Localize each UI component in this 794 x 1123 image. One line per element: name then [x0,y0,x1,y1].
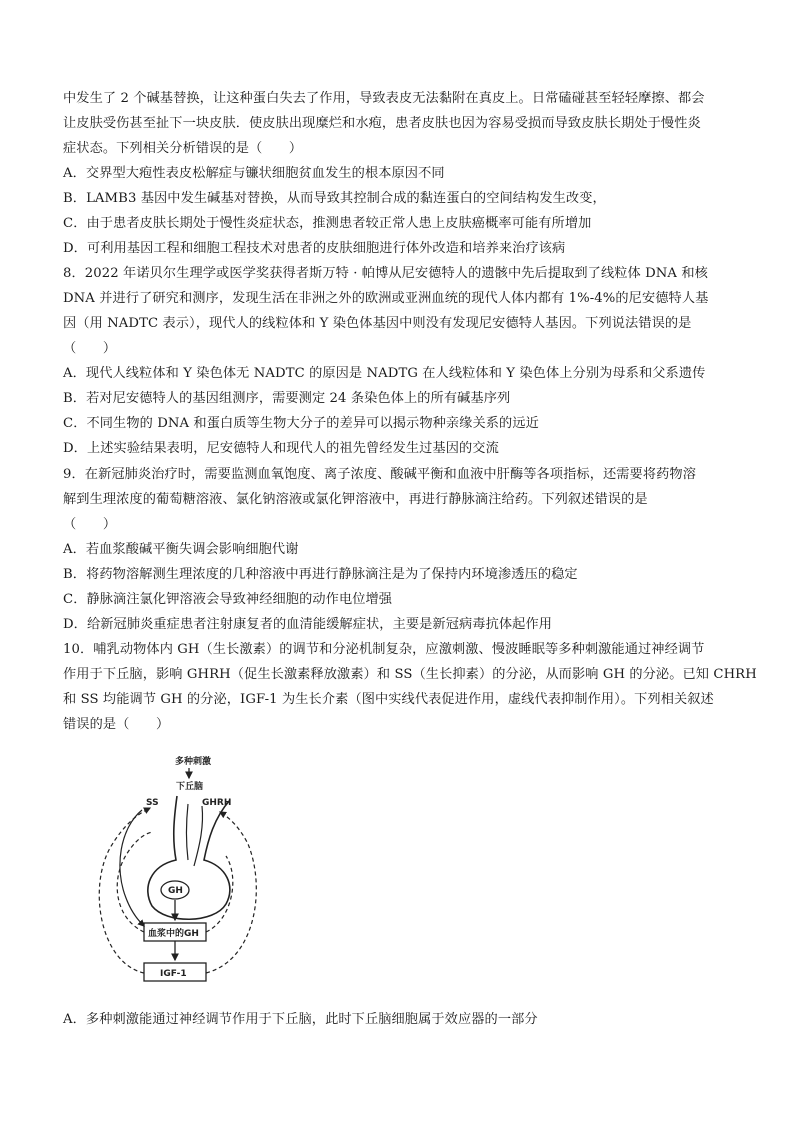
q9-option-c: C．静脉滴注氯化钾溶液会导致神经细胞的动作电位增强 [63,592,393,607]
q9-stem-line-1: 9．在新冠肺炎治疗时，需要监测血氧饱度、离子浓度、酸碱平衡和血液中肝酶等各项指标，还需要将药物溶 [63,467,696,482]
q10-stem-line-1: 10．哺乳动物体内 GH（生长激素）的调节和分泌机制复杂，应激刺激、慢波睡眠等多种刺激能通过神经调节 [63,642,705,657]
igf-feedback-left [99,808,150,973]
q9-option-a: A．若血浆酸碱平衡失调会影响细胞代谢 [63,542,299,557]
q8-option-b: B．若对尼安德特人的基因组测序，需要测定 24 条染色体上的所有碱基序列 [63,391,511,406]
igf-label: IGF-1 [160,969,187,979]
ghrh-label: GHRH [202,798,232,808]
pituitary-outline [148,796,230,919]
q8-stem-line-1: 8．2022 年诺贝尔生理学或医学奖获得者斯万特 · 帕博从尼安德特人的遗骸中先后提取到了线粒体 DNA 和核 [63,266,708,281]
q8-stem-line-2: DNA 并进行了研究和测序，发现生活在非洲之外的欧洲或亚洲血统的现代人体内都有 1%-4%的尼安德特人基 [63,291,709,306]
ss-path [187,804,189,860]
q8-option-d: D．上述实验结果表明，尼安德特人和现代人的祖先曾经发生过基因的交流 [63,441,499,456]
q8-stem-line-3: 因（用 NADTC 表示），现代人的线粒体和 Y 染色体基因中则没有发现尼安德特人基因。下列说法错误的是 [63,316,692,331]
q9-option-b: B．将药物溶解测生理浓度的几种溶液中再进行静脉滴注是为了保持内环境渗透压的稳定 [63,567,578,582]
plasma-gh-label: 血浆中的GH [148,929,199,939]
q8-option-c: C．不同生物的 DNA 和蛋白质等生物大分子的差异可以揭示物种亲缘关系的远近 [63,416,539,431]
gh-label: GH [168,886,183,896]
q9-stem-line-3: （ ） [63,517,117,532]
hypothalamus-label: 下丘脑 [176,782,204,792]
ghrh-path [194,806,203,866]
ss-label: SS [146,798,159,808]
plasma-feedback-left [117,832,152,932]
stimulus-label: 多种刺激 [175,757,212,767]
q7-stem-line-2: 让皮肤受伤甚至扯下一块皮肤．使皮肤出现糜烂和水疱，患者皮肤也因为容易受损而导致皮肤长期处于慢性炎 [63,116,701,131]
gh-regulation-diagram [80,748,270,998]
igf-feedback-right [206,812,256,973]
q10-stem-line-2: 作用于下丘脑，影响 GHRH（促生长激素释放激素）和 SS（生长抑素）的分泌，从而影响 GH 的分泌。已知 CHRH [63,667,757,682]
q7-option-b: B．LAMB3 基因中发生碱基对替换，从而导致其控制合成的黏连蛋白的空间结构发生改变， [63,191,606,206]
q7-option-a: A．交界型大疱性表皮松解症与镰状细胞贫血发生的根本原因不同 [63,166,445,181]
q7-option-c: C．由于患者皮肤长期处于慢性炎症状态，推测患者较正常人患上皮肤癌概率可能有所增加 [63,216,592,231]
q10-stem-line-4: 错误的是（ ） [63,717,170,732]
q9-option-d: D．给新冠肺炎重症患者注射康复者的血清能缓解症状，主要是新冠病毒抗体起作用 [63,617,553,632]
q8-stem-line-4: （ ） [63,341,117,356]
q10-option-a: A．多种刺激能通过神经调节作用于下丘脑，此时下丘脑细胞属于效应器的一部分 [63,1012,538,1027]
q7-stem-line-3: 症状态。下列相关分析错误的是（ ） [63,141,303,156]
q7-option-d: D．可利用基因工程和细胞工程技术对患者的皮肤细胞进行体外改造和培养来治疗该病 [63,241,566,256]
q7-stem-line-1: 中发生了 2 个碱基替换，让这种蛋白失去了作用，导致表皮无法黏附在真皮上。日常磕碰甚至轻轻摩擦、都会 [63,91,705,106]
q8-option-a: A．现代人线粒体和 Y 染色体无 NADTC 的原因是 NADTG 在人线粒体和 Y 染色体上分别为母系和父系遗传 [63,366,706,381]
q10-stem-line-3: 和 SS 均能调节 GH 的分泌，IGF-1 为生长介素（图中实线代表促进作用，虚线代表抑制作用）。下列相关叙述 [63,692,714,707]
ss-solid-loop [120,810,144,926]
q9-stem-line-2: 解到生理浓度的葡萄糖溶液、氯化钠溶液或氯化钾溶液中，再进行静脉滴注给药。下列叙述错误的是 [63,492,648,507]
